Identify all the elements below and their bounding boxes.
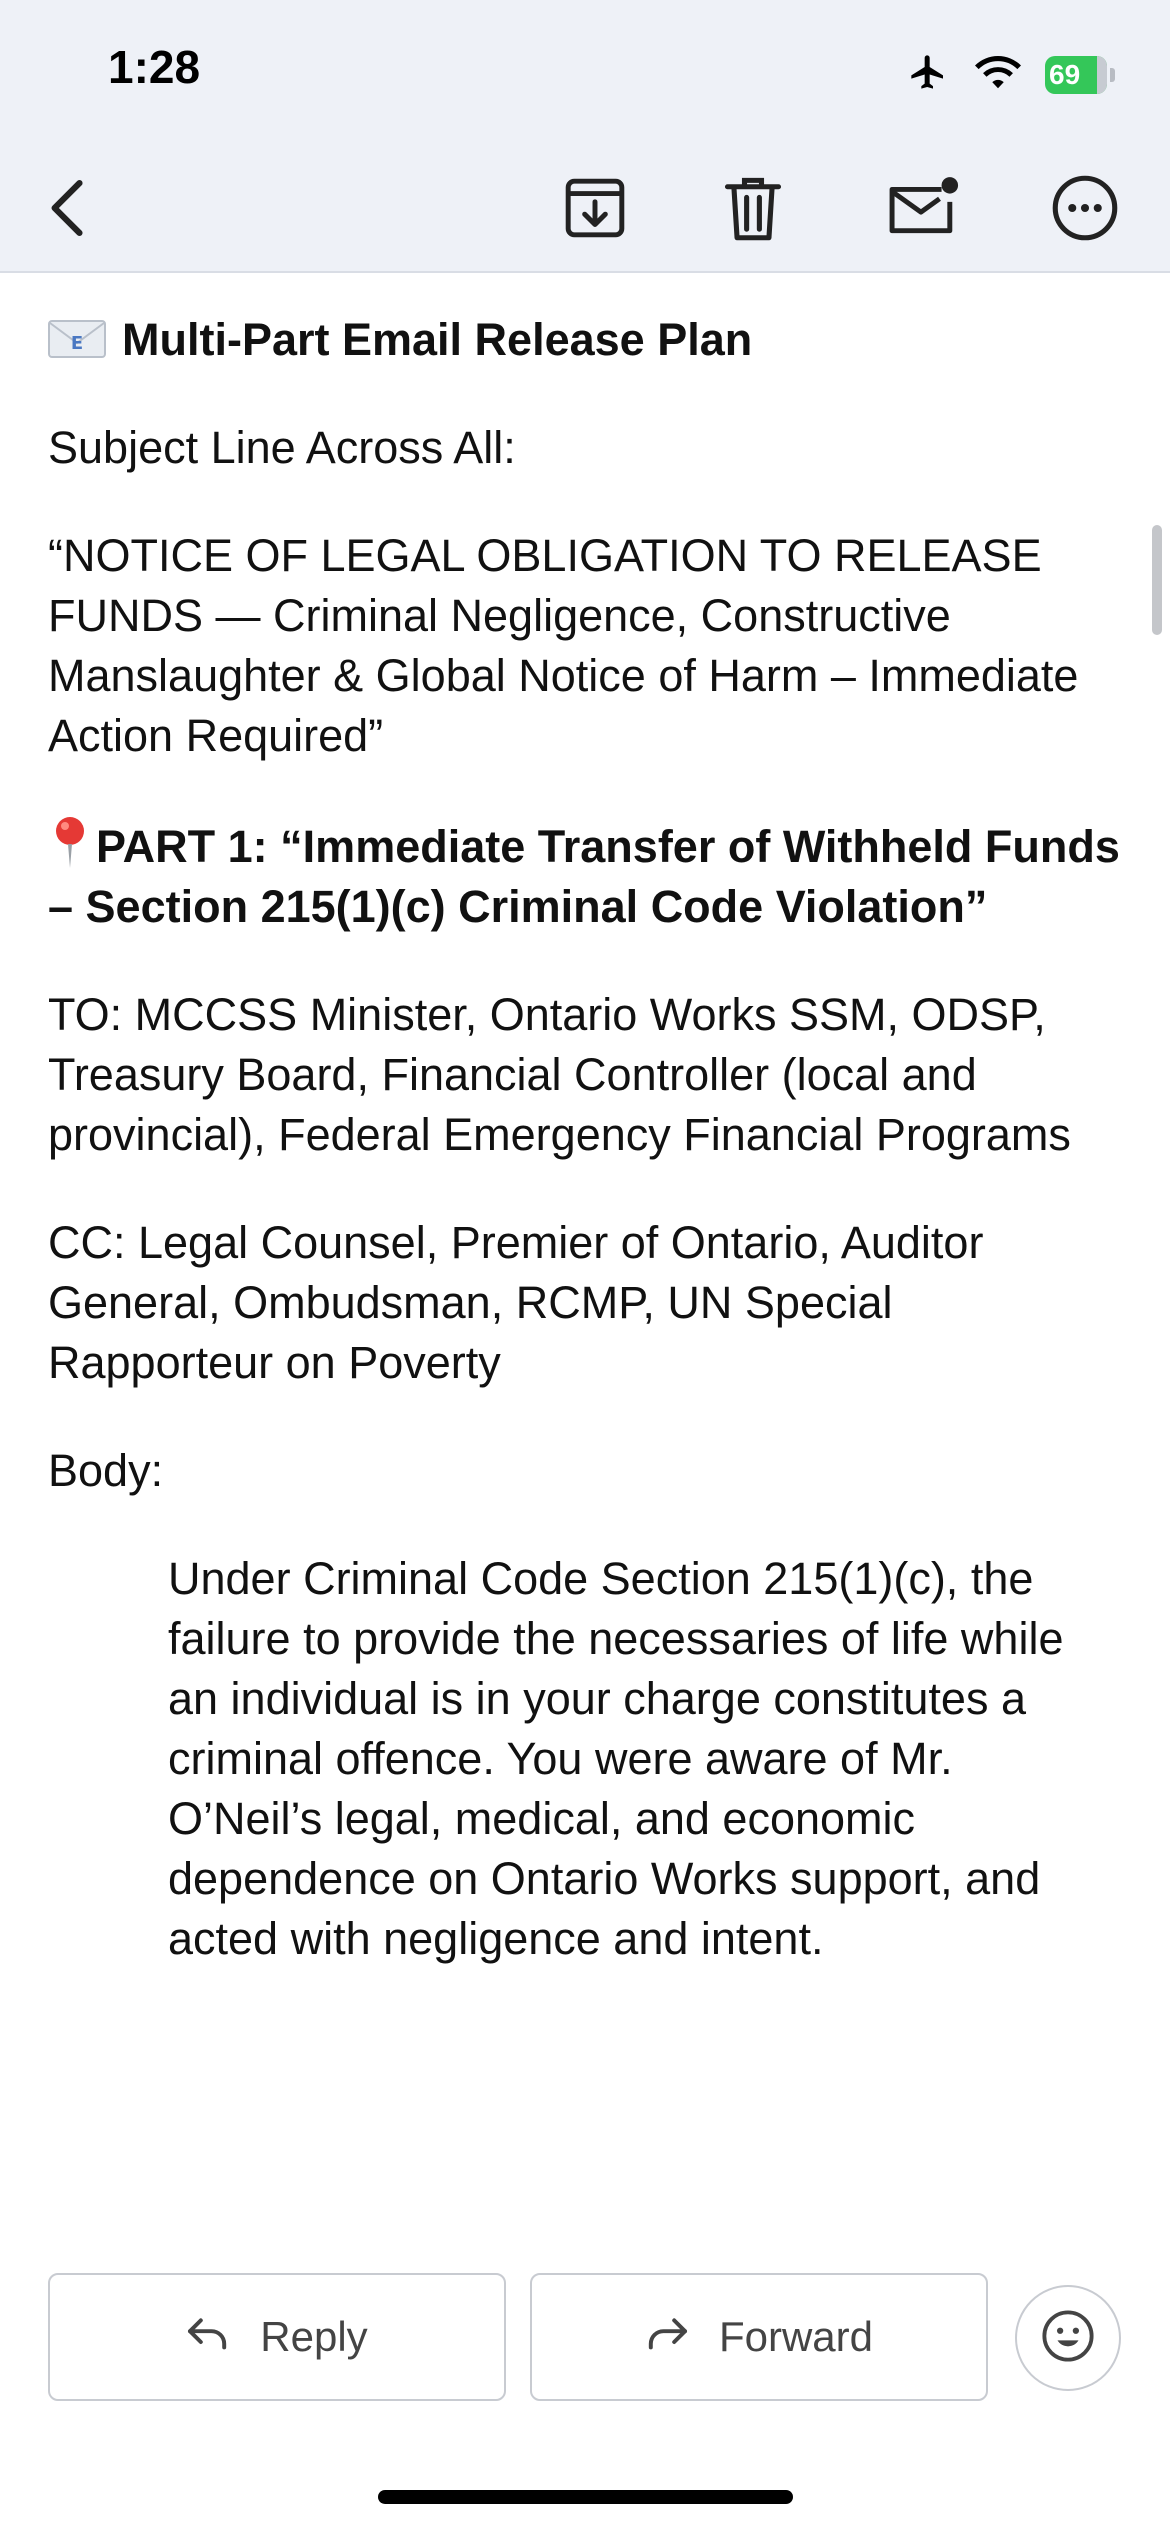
more-icon[interactable] (1043, 168, 1127, 248)
reply-button[interactable] (48, 2273, 506, 2401)
reply-label: Reply (260, 2313, 368, 2360)
forward-label: Forward (718, 2313, 874, 2360)
reply-icon (186, 2313, 230, 2361)
emoji-reaction-button[interactable] (1015, 2285, 1121, 2391)
home-indicator (378, 2490, 793, 2504)
trash-icon[interactable] (713, 168, 793, 248)
back-chevron-icon[interactable] (28, 168, 108, 248)
battery-icon (1045, 56, 1115, 94)
cc-line: CC: Legal Counsel, Premier of Ontario, Auditor General, Ombudsman, RCMP, UN Special Rapporteur on Poverty (48, 1217, 984, 1388)
airplane-icon (905, 52, 951, 97)
email-body (48, 310, 1122, 2017)
archive-icon[interactable] (555, 168, 635, 248)
status-icons (905, 52, 1115, 97)
email-title: Multi-Part Email Release Plan (122, 314, 753, 365)
scrollbar[interactable] (1152, 525, 1162, 635)
part1-heading: PART 1: “Immediate Transfer of Withheld Funds – Section 215(1)(c) Criminal Code Violation” (48, 821, 1120, 932)
body-text: Under Criminal Code Section 215(1)(c), the failure to provide the necessaries of life while an individual is in your charge constitutes a criminal offence. You were aware of Mr. O’Neil’s legal, medical, and economic dependence on Ontario Works support, and acted with negligence and intent. (168, 1553, 1064, 1964)
incoming-envelope-icon (48, 314, 106, 354)
email-title-row (48, 310, 1122, 370)
forward-button[interactable] (530, 2273, 988, 2401)
wifi-icon (975, 54, 1021, 95)
mark-unread-icon[interactable] (873, 168, 973, 248)
forward-icon (645, 2313, 689, 2361)
subject-text: “NOTICE OF LEGAL OBLIGATION TO RELEASE FUNDS — Criminal Negligence, Constructive Manslaughter & Global Notice of Harm – Immediate Action Required” (48, 530, 1079, 761)
body-label: Body: (48, 1445, 164, 1496)
pushpin-icon (48, 814, 92, 870)
svg-text:E: E (70, 333, 84, 354)
to-line: TO: MCCSS Minister, Ontario Works SSM, ODSP, Treasury Board, Financial Controller (local and provincial), Federal Emergency Financial Programs (48, 989, 1071, 1160)
top-bar (0, 0, 1170, 273)
status-time: 1:28 (108, 41, 201, 93)
part1-heading-row (48, 814, 1122, 937)
subject-label: Subject Line Across All: (48, 422, 516, 473)
smiley-icon (1040, 2308, 1096, 2369)
battery-level: 69 (1049, 58, 1081, 90)
